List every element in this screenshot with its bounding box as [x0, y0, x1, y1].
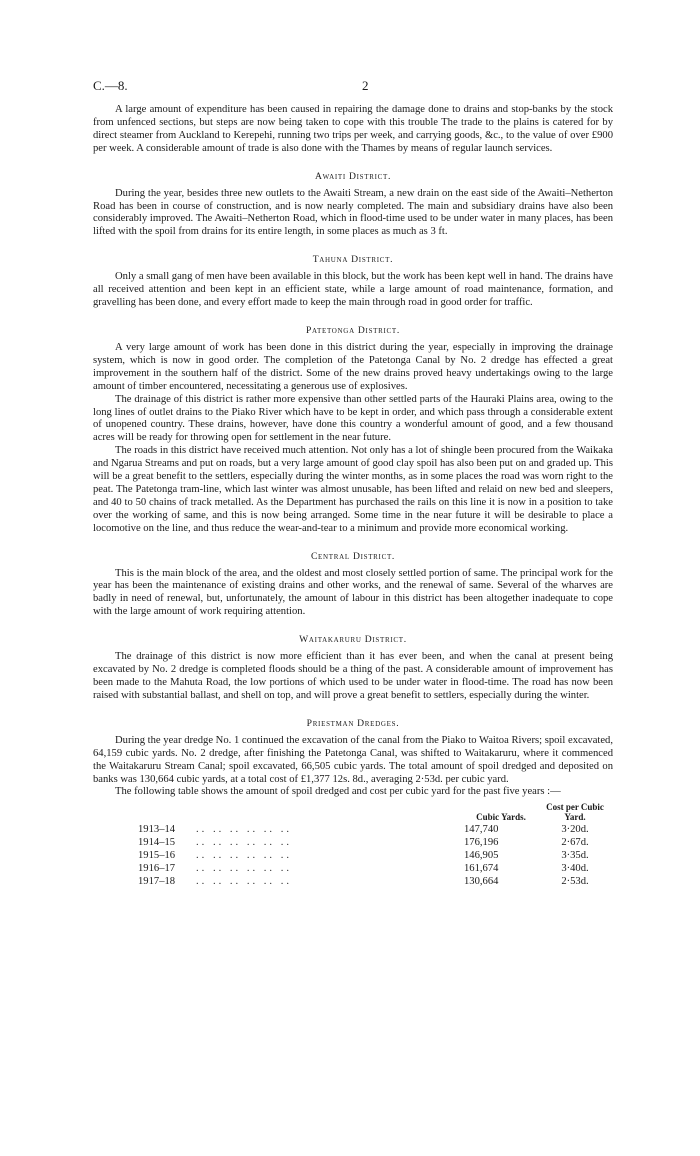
cubic-yards-cell: 147,740 [464, 824, 499, 836]
paragraph: The roads in this district have received much attention. Not only has a lot of shingle been procured from the Waikaka and Ngarua Streams and put on roads, but a very large amount of good clay spoil has also been put on and graded up. This will be a great benefit to the settlers, especially during the winter months, as in some places the road was worn right to the peat. The Patetonga tram-line, which last winter was almost unusable, has been lifted and relaid on new bed and sleepers, and 40 to 50 chains of track metalled. As the Department has purchased the rails on this line it is now in a position to take over the working of same, and this is now being arranged. Some time in the near future it will be desirable to place a locomotive on the line, and thus reduce the wear-and-tear to a minimum and provide more economical working. [93, 445, 613, 534]
cost-cell: 3·40d. [561, 863, 589, 875]
year-cell: 1917–18 [138, 875, 176, 887]
column-header-cubic-yards: Cubic Yards. [476, 811, 526, 822]
leader-dots: .. .. .. .. .. .. [196, 837, 293, 849]
cubic-yards-cell: 130,664 [464, 875, 499, 887]
year-cell: 1916–17 [138, 863, 176, 875]
table-row [138, 863, 612, 876]
cost-cell: 2·53d. [561, 875, 589, 887]
table-row [138, 876, 612, 889]
cubic-yards-cell: 176,196 [464, 837, 499, 849]
dredge-table [138, 803, 612, 889]
paragraph: The drainage of this district is rather more expensive than other settled parts of the Hauraki Plains area, owing to the long lines of outlet drains to the Piako River which have to be kept in order, and which pass through a considerable extent of unopened country. These drains, however, have done this country a wonderful amount of good, and a few thousand acres will be ready for throwing open for settlement in the near future. [93, 393, 613, 444]
heading-awaiti: Awaiti District. [314, 170, 392, 182]
year-cell: 1913–14 [138, 824, 176, 836]
heading-priestman-dredges: Priestman Dredges. [306, 717, 400, 729]
paragraph: This is the main block of the area, and the oldest and most closely settled portion of same. The principal work for the year has been the maintenance of existing drains and other works, and the renewal of same. Several of the wharves are badly in need of renewal, but, unfortunately, the amount of labour in this district has been altogether inadequate to cope with the large amount of work requiring attention. [93, 567, 613, 618]
cubic-yards-cell: 146,905 [464, 850, 499, 862]
table-row [138, 837, 612, 850]
paragraph: Only a small gang of men have been available in this block, but the work has been kept well in hand. The drains have all received attention and been kept in an efficient state, while a large amount of road maintenance, formation, and gravelling has been done, and every effort made to keep the main through road in good order for traffic. [93, 271, 613, 309]
heading-patetonga: Patetonga District. [305, 324, 400, 336]
table-header-row [138, 803, 612, 824]
paragraph: A very large amount of work has been done in this district during the year, especially in improving the drainage system, which is now in good order. The completion of the Patetonga Canal by No. 2 dredge has effected a great improvement in the southern half of the district. Some of the new drains proved heavy undertakings owing to the large amount of timber encountered, necessitating a generous use of explosives. [93, 341, 613, 392]
page-number: 2 [362, 78, 369, 93]
leader-dots: .. .. .. .. .. .. [196, 875, 293, 887]
page-reference: C.—8. [93, 78, 128, 93]
year-cell: 1915–16 [138, 850, 176, 862]
document-body [93, 104, 613, 889]
paragraph: The following table shows the amount of spoil dredged and cost per cubic yard for the past five years :— [115, 786, 561, 798]
cost-cell: 3·35d. [561, 850, 589, 862]
paragraph: The drainage of this district is now more efficient than it has ever been, and when the canal at present being excavated by No. 2 dredge is completed floods should be a thing of the past. A considerable amount of improvement has been made to the Mahuta Road, the low portions of which used to be under water in flood-time. The road has now been raised with substantial ballast, and shell on top, and will prove a great benefit to settlers, especially during the winter. [93, 651, 613, 701]
cost-cell: 3·20d. [561, 824, 589, 836]
leader-dots: .. .. .. .. .. .. [196, 824, 293, 836]
paragraph: During the year dredge No. 1 continued the excavation of the canal from the Piako to Waitoa Rivers; spoil excavated, 64,159 cubic yards. No. 2 dredge, after finishing the Patetonga Canal, was shifted to Waitakaruru, where it commenced the Waitakaruru Stream Canal; spoil excavated, 66,505 cubic yards. The total amount of spoil dredged and deposited on banks was 130,664 cubic yards, at a total cost of £1,377 12s. 8d., averaging 2·53d. per cubic yard. [93, 734, 613, 785]
heading-central: Central District. [310, 550, 396, 562]
table-row [138, 824, 612, 837]
year-cell: 1914–15 [138, 837, 176, 849]
cost-cell: 2·67d. [561, 837, 589, 849]
column-header-cost: Cost per Cubic Yard. [546, 802, 604, 822]
table-row [138, 850, 612, 863]
leader-dots: .. .. .. .. .. .. [196, 863, 293, 875]
leader-dots: .. .. .. .. .. .. [196, 850, 293, 862]
intro-paragraph: A large amount of expenditure has been caused in repairing the damage done to drains and stop-banks by the stock from unfenced sections, but steps are now being taken to cope with this trouble The trade to the plains is catered for by direct steamer from Auckland to Kerepehi, running two trips per week, and carrying goods, &c., to the value of over £900 per week. A considerable amount of trade is also done with the Thames by means of regular launch services. [93, 104, 613, 154]
heading-waitakaruru: Waitakaruru District. [299, 634, 407, 646]
heading-tahuna: Tahuna District. [312, 254, 394, 266]
cubic-yards-cell: 161,674 [464, 863, 499, 875]
paragraph: During the year, besides three new outlets to the Awaiti Stream, a new drain on the east side of the Awaiti–Netherton Road has been in course of construction, and is now nearly completed. The main and subsidiary drains have also been considerably improved. The Awaiti–Netherton Road, which in flood-time used to be under water in many places, has been lifted with the spoil from drains for its entire length, in some places as much as 3 ft. [93, 187, 613, 238]
